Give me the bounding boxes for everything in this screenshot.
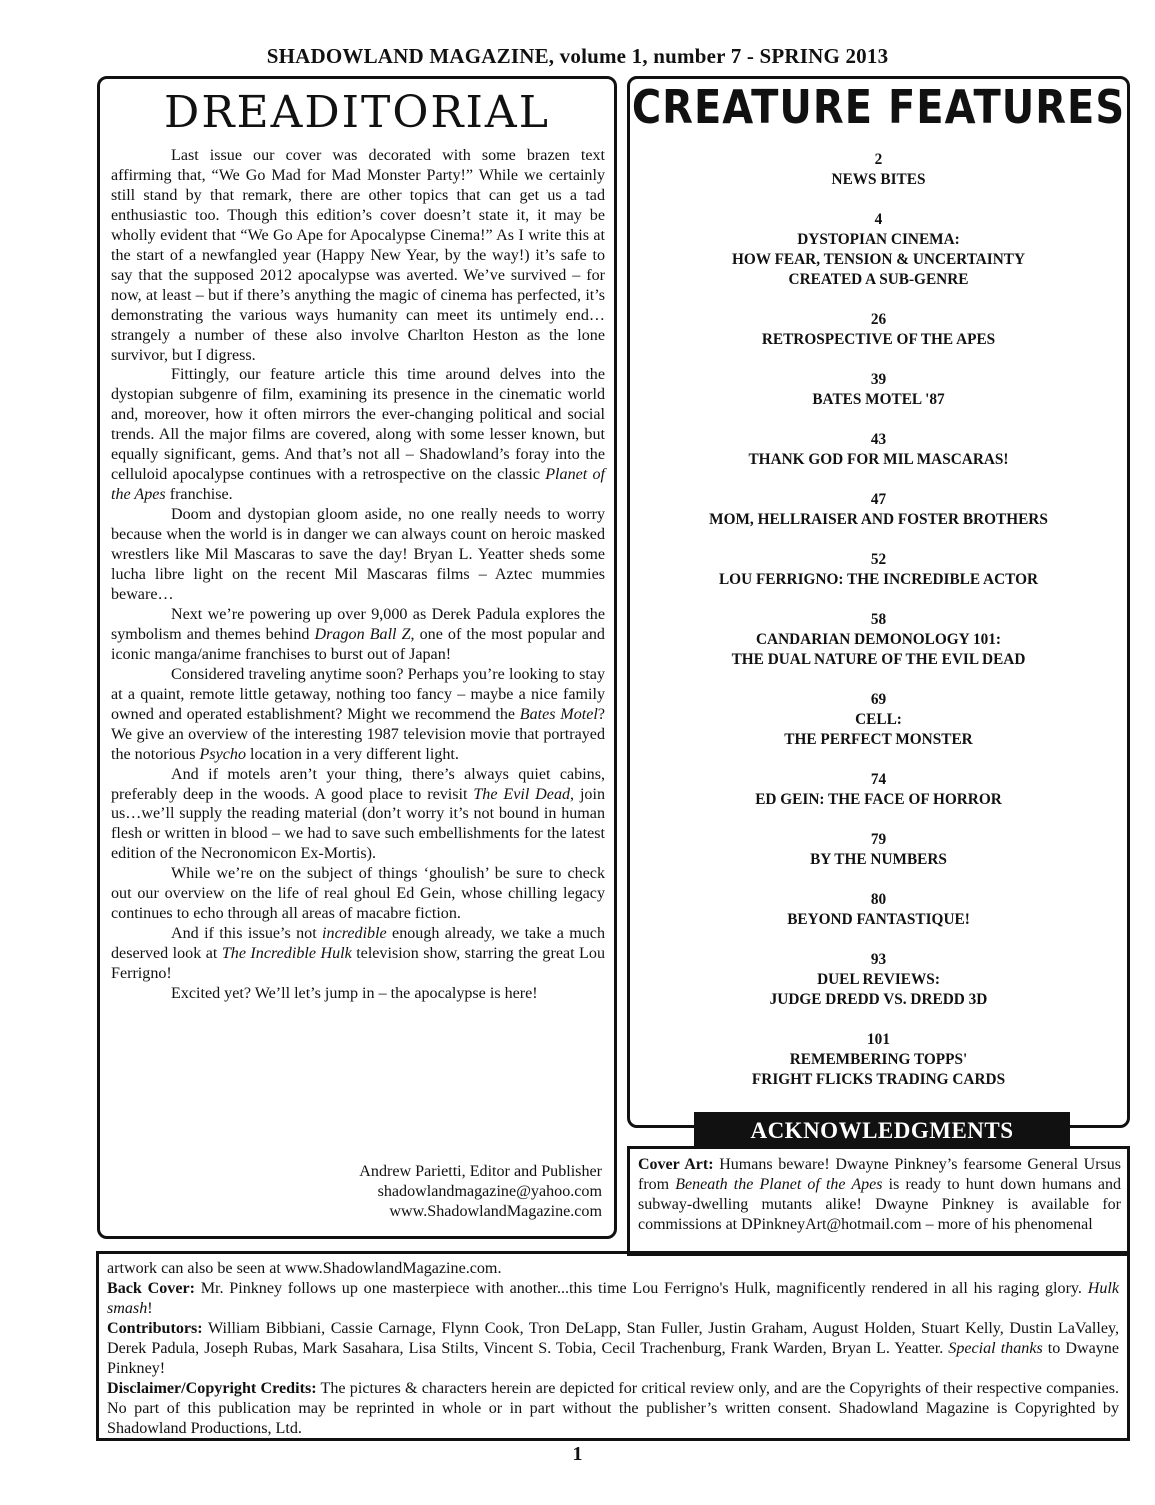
contents-item [630, 490, 1127, 530]
contents-page-number: 43 [870, 431, 887, 448]
contents-item-title: HOW FEAR, TENSION & UNCERTAINTY [731, 251, 1026, 268]
editorial-body [111, 146, 605, 1004]
page-number: 1 [572, 1443, 583, 1465]
editorial-signature [359, 1162, 602, 1222]
contents-page-number: 69 [870, 691, 887, 708]
editorial-paragraph: Excited yet? We’ll let’s jump in – the apocalypse is here! [171, 985, 538, 1003]
acknowledgments-box [627, 1146, 1130, 1256]
magazine-header: SHADOWLAND MAGAZINE, volume 1, number 7 - SPRING 2013 [266, 44, 889, 68]
editorial-title: DREADITORIAL [164, 87, 550, 138]
contents-item-title: MOM, HELLRAISER AND FOSTER BROTHERS [709, 511, 1048, 528]
cover-art-continued: artwork can also be seen at www.ShadowlandMagazine.com. [107, 1260, 502, 1277]
contents-item [630, 830, 1127, 870]
contents-item-title: NEWS BITES [831, 171, 926, 188]
contents-item-title: DYSTOPIAN CINEMA: [797, 231, 960, 248]
editorial-paragraph: Fittingly, our feature article this time around delves into the dystopian subgenre of film, examining its presence in the cinematic world and, moreover, how it often mirrors the ever-changing political and social trends. All the major films are covered, along with some lesser known, but equally significant, gems. And that’s not all – Shadowland’s foray into the celluloid apocalypse continues with a retrospective on the classic Planet of the Apes franchise. [111, 366, 605, 504]
editorial-paragraph: Doom and dystopian gloom aside, no one really needs to worry because when the world is in danger we can always count on heroic masked wrestlers like Mil Mascaras to save the day! Bryan L. Yeatter sheds some lucha libre light on the recent Mil Mascaras films – Aztec mummies beware… [111, 506, 605, 603]
contents-item-title: CREATED A SUB-GENRE [788, 271, 969, 288]
credits-box [96, 1251, 1130, 1441]
contents-item-title: FRIGHT FLICKS TRADING CARDS [751, 1071, 1006, 1088]
contents-item-title: JUDGE DREDD VS. DREDD 3D [769, 991, 988, 1008]
contents-item-title: BY THE NUMBERS [810, 851, 947, 868]
contents-item-title: DUEL REVIEWS: [817, 971, 940, 988]
contents-item-title: ED GEIN: THE FACE OF HORROR [755, 791, 1002, 808]
editorial-paragraph: And if motels aren’t your thing, there’s always quiet cabins, preferably deep in the woods. A good place to revisit The Evil Dead, join us…we’ll supply the reading material (don’t worry it’s not bound in human flesh or written in blood – we had to save such embellishments for the latest edition of the Necronomicon Ex-Mortis). [111, 765, 605, 863]
editorial-paragraph: Considered traveling anytime soon? Perhaps you’re looking to stay at a quaint, remote little getaway, nothing too fancy – maybe a nice family owned and operated establishment? Might we recommend the Bates Motel? We give an overview of the interesting 1987 television movie that portrayed the notorious Psycho location in a very different light. [111, 665, 605, 763]
editor-email[interactable]: shadowlandmagazine@yahoo.com [377, 1183, 602, 1200]
disclaimer-credit: Disclaimer/Copyright Credits: The pictures & characters herein are depicted for critical review only, and are the Copyrights of their respective companies. No part of this publication may be reprinted in whole or in part without the publisher’s written consent. Shadowland Magazine is Copyrighted by Shadowland Productions, Ltd. [107, 1380, 1119, 1437]
contents-page-number: 26 [870, 311, 887, 328]
contents-page-number: 52 [870, 551, 887, 568]
contents-item [630, 1030, 1127, 1090]
contents-item [630, 550, 1127, 590]
contents-item-title: RETROSPECTIVE OF THE APES [761, 331, 996, 348]
contents-list [630, 150, 1127, 1110]
editorial-paragraph: And if this issue’s not incredible enough already, we take a much deserved look at The Incredible Hulk television show, starring the great Lou Ferrigno! [111, 925, 605, 983]
contents-page-number: 79 [870, 831, 887, 848]
contents-item [630, 610, 1127, 670]
contents-item [630, 770, 1127, 810]
contents-page-number: 47 [870, 491, 887, 508]
contributors-credit: Contributors: William Bibbiani, Cassie Carnage, Flynn Cook, Tron DeLapp, Stan Fuller, Justin Graham, August Holden, Stuart Kelly, Dustin LaValley, Derek Padula, Joseph Rubas, Mark Sasahara, Lisa Stilts, Vincent S. Tobia, Cecil Trachenburg, Frank Warden, Bryan L. Yeatter. Special thanks to Dwayne Pinkney! [107, 1320, 1119, 1377]
contents-page-number: 74 [870, 771, 887, 788]
contents-box [627, 76, 1130, 1128]
contents-item-title: BEYOND FANTASTIQUE! [787, 911, 970, 928]
contents-item [630, 690, 1127, 750]
back-cover-credit: Back Cover: Mr. Pinkney follows up one masterpiece with another...this time Lou Ferrigno's Hulk, magnificently rendered in all his raging glory. Hulk smash! [107, 1280, 1119, 1317]
contents-page-number: 58 [870, 611, 887, 628]
contents-item-title: REMEMBERING TOPPS' [789, 1051, 968, 1068]
contents-item-title: CELL: [855, 711, 902, 728]
cover-art-credit: Cover Art: Humans beware! Dwayne Pinkney’s fearsome General Ursus from Beneath the Planet of the Apes is ready to hunt down humans and subway-dwelling mutants alike! Dwayne Pinkney is available for commissions at DPinkneyArt@hotmail.com – more of his phenomenal [638, 1156, 1122, 1233]
contents-item [630, 210, 1127, 290]
contents-item [630, 310, 1127, 350]
contents-item [630, 150, 1127, 190]
contents-page-number: 80 [870, 891, 887, 908]
contents-title: CREATURE FEATURES [631, 81, 1126, 135]
contents-item [630, 430, 1127, 470]
credits-text [107, 1259, 1119, 1439]
editorial-paragraph: Last issue our cover was decorated with some brazen text affirming that, “We Go Mad for Mad Monster Party!” While we certainly still stand by that remark, there are other topics that can get us a tad enthusiastic too. Though this edition’s cover doesn’t state it, it may be wholly evident that “We Go Ape for Apocalypse Cinema!” As I write this at the start of a newfangled year (Happy New Year, by the way!) it’s safe to say that the supposed 2012 apocalypse was averted. We’ve survived – for now, at least – but if there’s anything the magic of cinema has perfected, it’s demonstrating the various ways humanity can meet its untimely end…strangely a number of these also involve Charlton Heston as the lone survivor, but I digress. [111, 147, 605, 364]
contents-page-number: 93 [870, 951, 887, 968]
contents-item-title: LOU FERRIGNO: THE INCREDIBLE ACTOR [718, 571, 1039, 588]
editorial-paragraph: Next we’re powering up over 9,000 as Derek Padula explores the symbolism and themes behind Dragon Ball Z, one of the most popular and iconic manga/anime franchises to burst out of Japan! [111, 605, 605, 663]
contents-item [630, 950, 1127, 1010]
contents-page-number: 2 [874, 151, 883, 168]
editor-name: Andrew Parietti, Editor and Publisher [359, 1163, 602, 1180]
contents-item [630, 370, 1127, 410]
editorial-paragraph: While we’re on the subject of things ‘ghoulish’ be sure to check out our overview on the life of real ghoul Ed Gein, whose chilling legacy continues to echo through all areas of macabre fiction. [111, 865, 605, 923]
acknowledgments-header: ACKNOWLEDGMENTS [694, 1112, 1070, 1147]
contents-item-title: BATES MOTEL '87 [812, 391, 945, 408]
editorial-box [97, 76, 617, 1239]
contents-item-title: THANK GOD FOR MIL MASCARAS! [748, 451, 1009, 468]
contents-page-number: 4 [874, 211, 883, 228]
contents-item [630, 890, 1127, 930]
contents-item-title: THE DUAL NATURE OF THE EVIL DEAD [731, 651, 1026, 668]
website-link[interactable]: www.ShadowlandMagazine.com [389, 1203, 602, 1220]
contents-page-number: 101 [867, 1031, 890, 1048]
contents-item-title: THE PERFECT MONSTER [784, 731, 973, 748]
contents-page-number: 39 [870, 371, 887, 388]
contents-item-title: CANDARIAN DEMONOLOGY 101: [755, 631, 1002, 648]
